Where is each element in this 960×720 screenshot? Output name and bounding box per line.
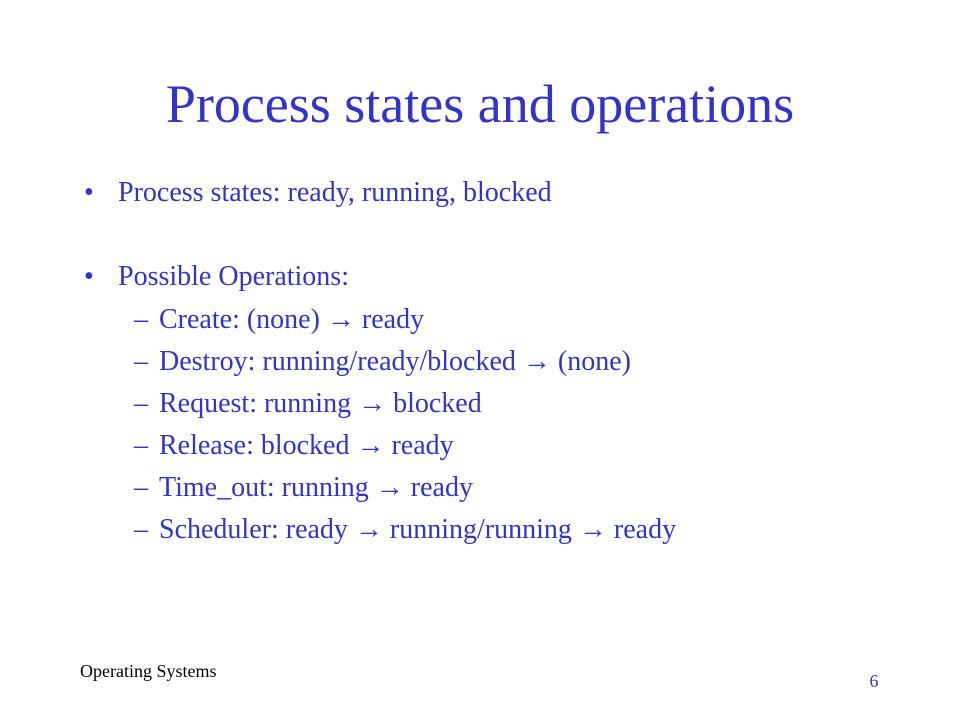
sub-item-release: [134, 429, 454, 463]
sub-item-destroy: [134, 345, 631, 379]
sub-item-text: Time_out: running → ready: [159, 472, 473, 503]
sub-item-text: Release: blocked → ready: [159, 430, 454, 461]
dash-marker: –: [134, 304, 148, 335]
bullet-item-possible-operations: [84, 260, 349, 294]
sub-item-text: Scheduler: ready → running/running → ready: [159, 514, 677, 545]
sub-item-time-out: [134, 471, 473, 505]
sub-item-text: Destroy: running/ready/blocked → (none): [159, 346, 631, 377]
dash-marker: –: [134, 514, 148, 545]
bullet-item-process-states: [84, 176, 552, 210]
footer-course-name: Operating Systems: [80, 661, 217, 681]
slide-title: Process states and operations: [165, 74, 795, 134]
sub-item-scheduler: [134, 513, 676, 547]
page-number: 6: [869, 671, 879, 691]
bullet-marker: •: [84, 177, 94, 208]
dash-marker: –: [134, 472, 148, 503]
bullet-text: Process states: ready, running, blocked: [118, 177, 552, 208]
sub-item-text: Create: (none) → ready: [159, 304, 425, 335]
sub-item-create: [134, 303, 424, 337]
dash-marker: –: [134, 430, 148, 461]
dash-marker: –: [134, 388, 148, 419]
bullet-text: Possible Operations:: [118, 261, 349, 292]
bullet-marker: •: [84, 261, 94, 292]
dash-marker: –: [134, 346, 148, 377]
sub-item-request: [134, 387, 482, 421]
sub-item-text: Request: running → blocked: [159, 388, 482, 419]
